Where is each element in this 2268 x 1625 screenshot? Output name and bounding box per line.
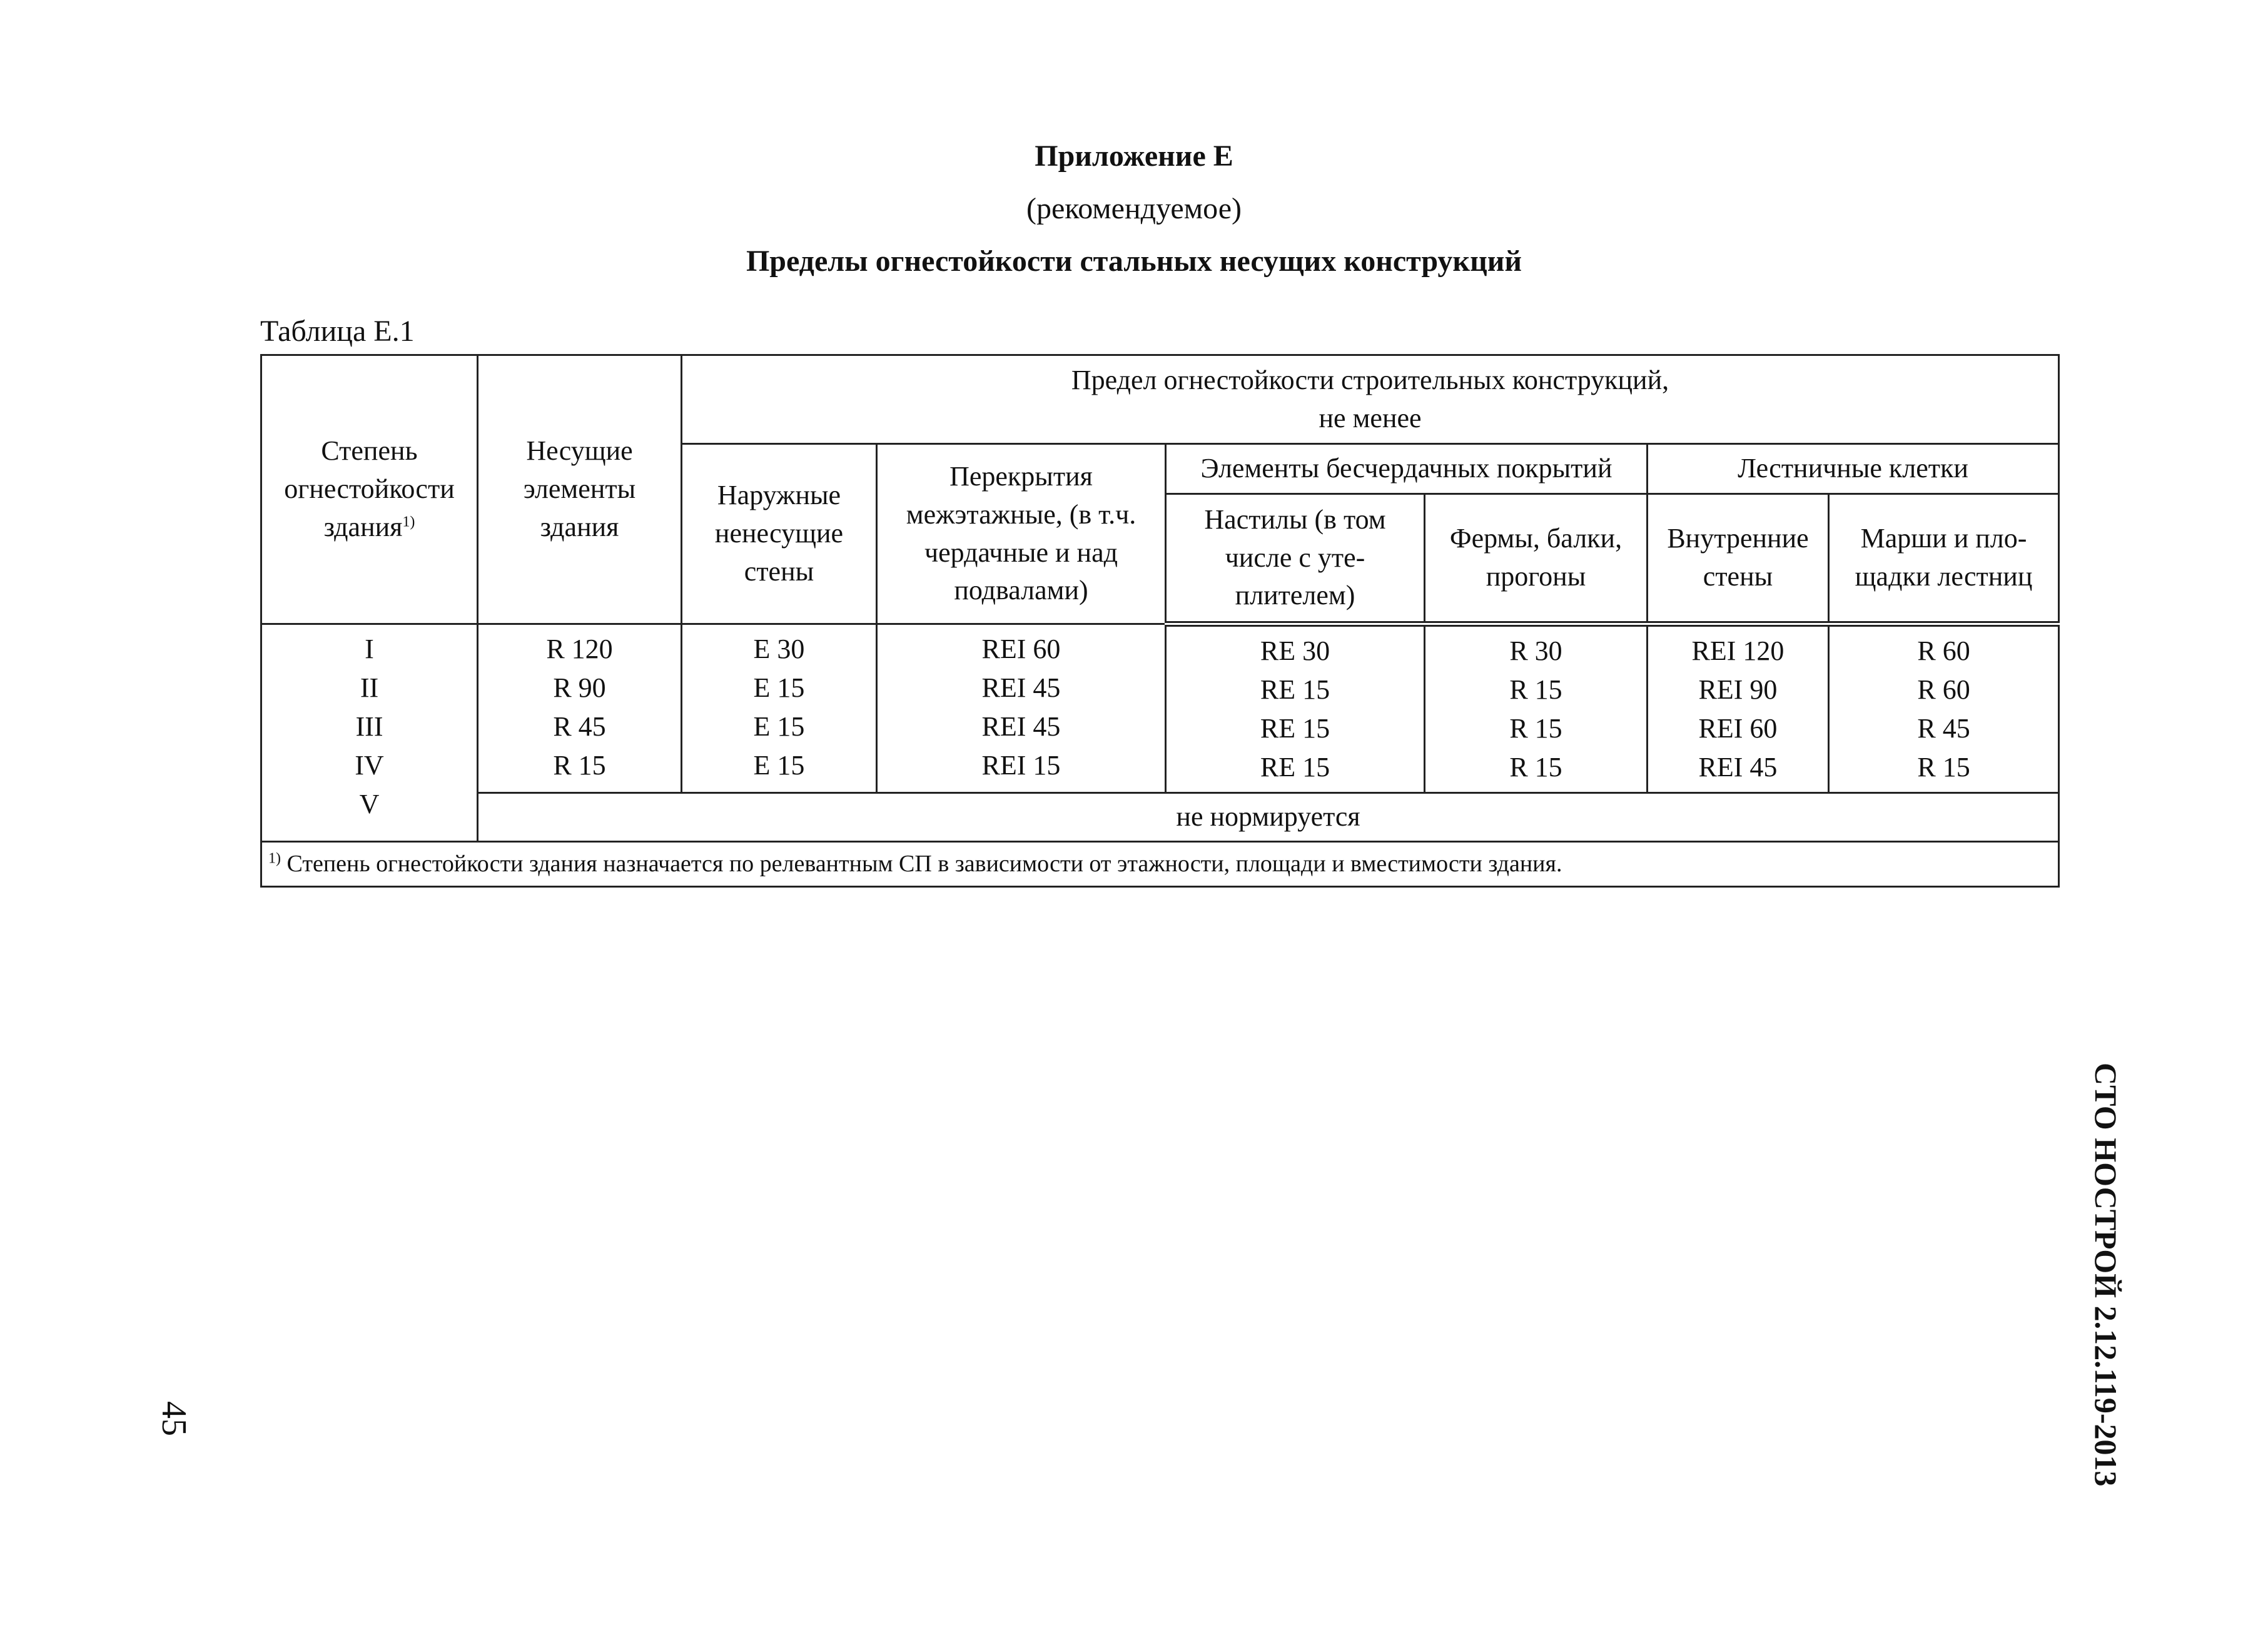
inner-walls-cell: REI 90 bbox=[1698, 674, 1778, 705]
document-code: СТО НОСТРОЙ 2.12.119-2013 bbox=[2088, 1063, 2124, 1487]
floors-cell: REI 15 bbox=[981, 750, 1061, 781]
outer-walls-cell: E 30 bbox=[753, 634, 805, 664]
header-floors: Перекрытия межэтажные, (в т.ч. чердачные и над подвалами) bbox=[877, 444, 1166, 624]
fire-resistance-table bbox=[260, 354, 2060, 888]
inner-walls-cell: REI 120 bbox=[1691, 635, 1785, 666]
col-trusses bbox=[1425, 624, 1648, 793]
floors-cell: REI 45 bbox=[981, 672, 1061, 703]
flights-cell: R 60 bbox=[1917, 635, 1970, 666]
col-inner-walls bbox=[1648, 624, 1829, 793]
header-roof-group: Элементы бесчердачных покрытий bbox=[1166, 444, 1648, 494]
decking-cell: RE 30 bbox=[1260, 635, 1330, 666]
floors-cell: REI 45 bbox=[981, 711, 1061, 742]
load-bearing-cell: R 120 bbox=[546, 634, 613, 664]
header-outer-walls: Наружные ненесущие стены bbox=[682, 444, 877, 624]
flights-cell: R 60 bbox=[1917, 674, 1970, 705]
header-stair-group: Лестничные клетки bbox=[1648, 444, 2059, 494]
trusses-cell: R 15 bbox=[1509, 752, 1562, 782]
page-number: 45 bbox=[154, 1401, 193, 1436]
floors-cell: REI 60 bbox=[981, 634, 1061, 664]
flights-cell: R 45 bbox=[1917, 713, 1970, 744]
not-regulated-cell: не нормируется bbox=[478, 793, 2059, 842]
header-degree bbox=[261, 355, 478, 624]
header-flights: Марши и пло-щадки лестниц bbox=[1829, 494, 2059, 624]
degree-cell: III bbox=[355, 711, 383, 742]
appendix-title: Приложение Е bbox=[1035, 139, 1233, 173]
header-limit-group-line2: не менее bbox=[1319, 402, 1422, 433]
header-load-bearing: Несущие элементы здания bbox=[478, 355, 682, 624]
col-flights bbox=[1829, 624, 2059, 793]
header-degree-footnote-mark: 1) bbox=[402, 514, 415, 530]
load-bearing-cell: R 15 bbox=[553, 750, 606, 781]
decking-cell: RE 15 bbox=[1260, 713, 1330, 744]
header-limit-group-line1: Предел огнестойкости строительных конструкций, bbox=[1071, 364, 1669, 395]
header-degree-text: Степень огнестойкости здания bbox=[284, 435, 455, 542]
trusses-cell: R 15 bbox=[1509, 713, 1562, 744]
trusses-cell: R 30 bbox=[1509, 635, 1562, 666]
flights-cell: R 15 bbox=[1917, 752, 1970, 782]
table-caption: Таблица Е.1 bbox=[260, 315, 415, 348]
header-decking: Настилы (в том числе с уте-плителем) bbox=[1166, 494, 1425, 624]
header-trusses: Фермы, балки, прогоны bbox=[1425, 494, 1648, 624]
degree-cell: IV bbox=[355, 750, 384, 781]
header-inner-walls: Внутренние стены bbox=[1648, 494, 1829, 624]
footnote-mark: 1) bbox=[268, 850, 281, 867]
load-bearing-cell: R 90 bbox=[553, 672, 606, 703]
inner-walls-cell: REI 45 bbox=[1698, 752, 1778, 782]
col-floors bbox=[877, 624, 1166, 793]
degree-cell: II bbox=[360, 672, 379, 703]
degree-cell: I bbox=[365, 634, 374, 664]
inner-walls-cell: REI 60 bbox=[1698, 713, 1778, 744]
col-decking bbox=[1166, 624, 1425, 793]
footnote-text: Степень огнестойкости здания назначается по релевантным СП в зависимости от этажности, площади и вместимости здания. bbox=[286, 851, 1562, 878]
col-load-bearing bbox=[478, 624, 682, 793]
appendix-heading: Пределы огнестойкости стальных несущих конструкций bbox=[746, 245, 1522, 278]
decking-cell: RE 15 bbox=[1260, 752, 1330, 782]
footnote-row bbox=[261, 842, 2059, 887]
col-outer-walls bbox=[682, 624, 877, 793]
degree-cell: V bbox=[359, 789, 380, 819]
trusses-cell: R 15 bbox=[1509, 674, 1562, 705]
load-bearing-cell: R 45 bbox=[553, 711, 606, 742]
header-limit-group bbox=[682, 355, 2059, 444]
outer-walls-cell: E 15 bbox=[753, 750, 805, 781]
outer-walls-cell: E 15 bbox=[753, 672, 805, 703]
decking-cell: RE 15 bbox=[1260, 674, 1330, 705]
appendix-status: (рекомендуемое) bbox=[1026, 192, 1242, 225]
outer-walls-cell: E 15 bbox=[753, 711, 805, 742]
col-degree bbox=[261, 624, 478, 842]
